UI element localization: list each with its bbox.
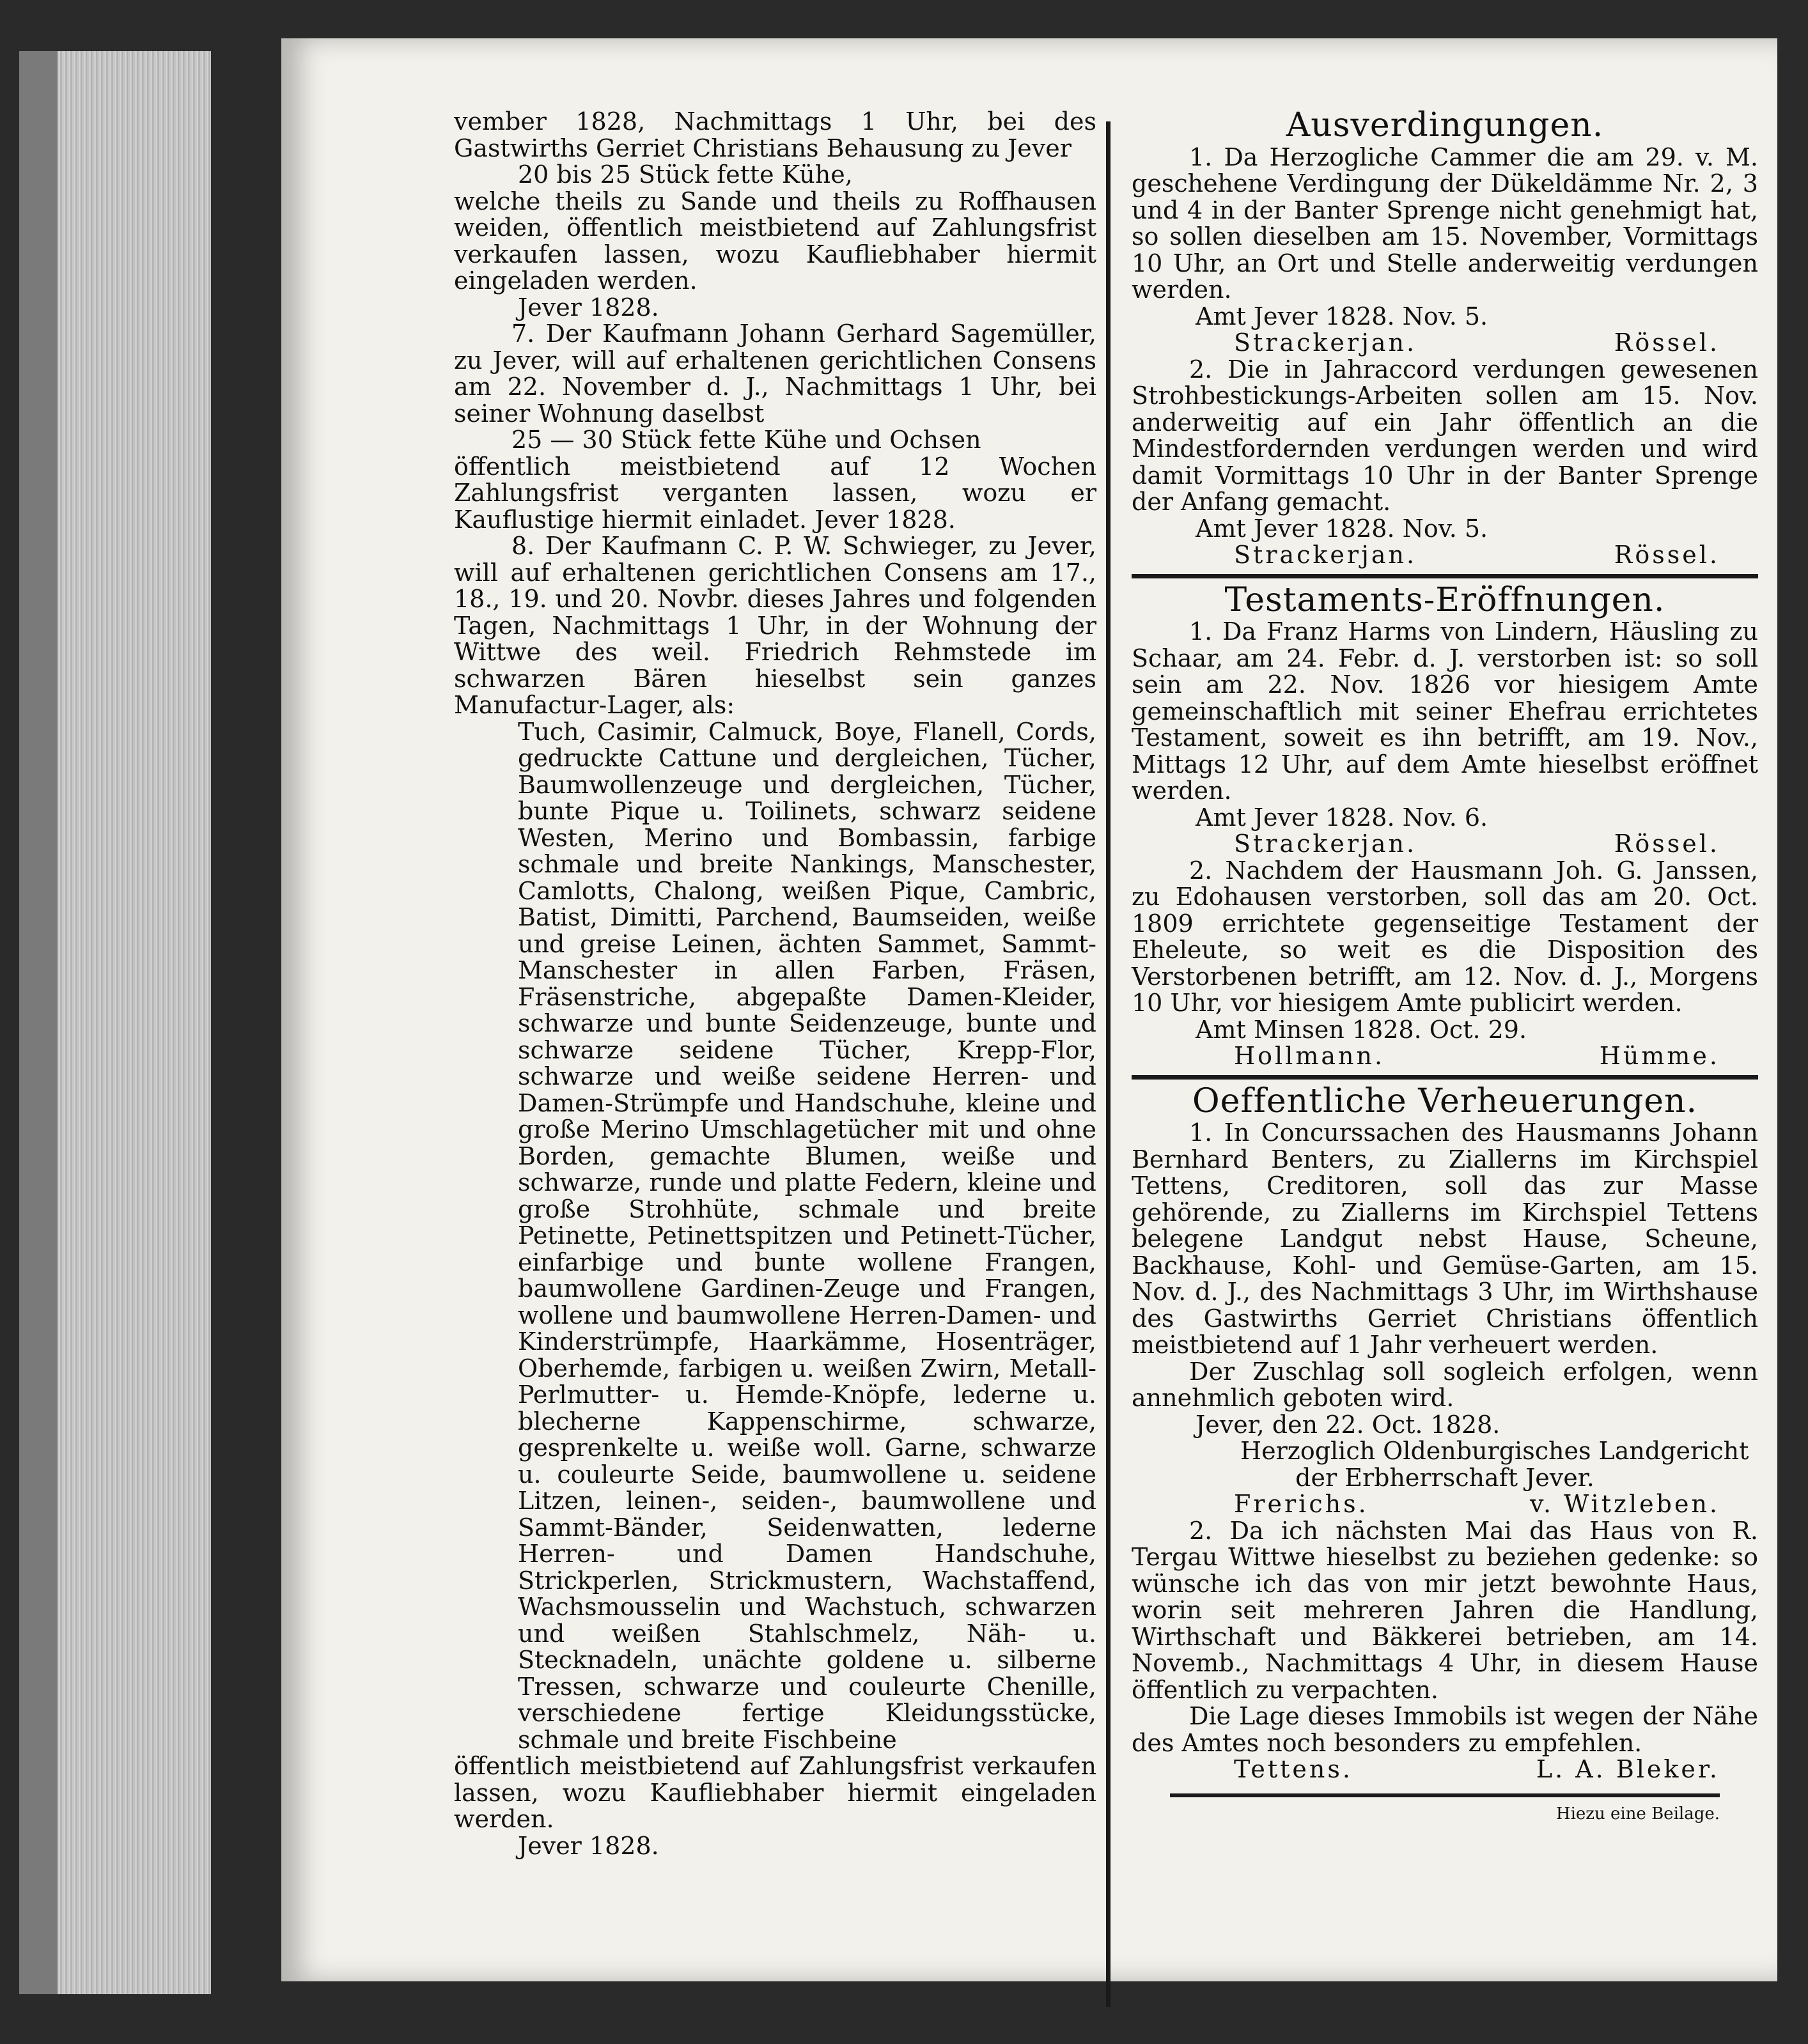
signatures: [1132, 330, 1758, 357]
notice: 1. Da Herzogliche Cammer die am 29. v. M. geschehene Verdingung der Dükeldämme Nr. 2, 3 und 4 in der Banter Sprenge nicht genehmigt hat, so sollen dieselben am 15. November, Vormittags 10 Uhr, an Ort und Stelle anderweitig verdungen werden.: [1132, 143, 1758, 304]
signature: Frerichs.: [1234, 1490, 1369, 1518]
section-rule: [1132, 1075, 1758, 1080]
place-date: Amt Jever 1828. Nov. 6.: [1196, 803, 1488, 832]
signature: L. A. Bleker.: [1536, 1755, 1720, 1783]
court-name: der Erbherrschaft Jever.: [1295, 1463, 1594, 1492]
column-divider: [1106, 121, 1111, 2007]
text-block: Die Lage dieses Immobils ist wegen der Nähe des Amtes noch besonders zu empfehlen.: [1132, 1702, 1758, 1757]
text-block: welche theils zu Sande und theils zu Roffhausen weiden, öffentlich meistbietend auf Zahlungsfrist verkaufen lassen, wozu Kaufliebhaber hiermit eingeladen werden.: [454, 187, 1096, 295]
notice: 1. In Concurssachen des Hausmanns Johann Bernhard Benters, zu Ziallerns im Kirchspiel Tettens, Creditoren, soll das zur Masse gehörende, zu Ziallerns im Kirchspiel Tettens belegene Landgut nebst Hause, Scheune, Backhause, Kohl- und Gemüse-Garten, am 15. Nov. d. J., des Nachmittags 3 Uhr, im Wirthshause des Gastwirths Gerriet Christians öffentlich meistbietend auf 1 Jahr verheuert werden.: [1132, 1119, 1758, 1359]
signatures: [1132, 1043, 1758, 1070]
place-date: Jever 1828.: [518, 293, 659, 321]
signatures: [1132, 1491, 1758, 1518]
book-page-edges: [19, 51, 211, 1994]
signature: Hollmann.: [1234, 1042, 1385, 1070]
signatures: [1132, 831, 1758, 858]
right-column: [1132, 106, 1758, 1827]
signatures: [1132, 1756, 1758, 1783]
goods-list: Tuch, Casimir, Calmuck, Boye, Flanell, Cords, gedruckte Cattune und dergleichen, Tücher, Baumwollenzeuge und dergleichen, Tücher, bunte Pique u. Toilinets, schwarz seidene Westen, Merino und Bombassin, farbige schmale und breite Nankings, Manschester, Camlotts, Chalong, weißen Pique, Cambric, Batist, Dimitti, Parchend, Baumseiden, weiße und greise Leinen, ächten Sammet, Sammt-Manschester in allen Farben, Fräsen, Fräsenstriche, abgepaßte Damen-Kleider, schwarze und bunte Seidenzeuge, bunte und schwarze seidene Tücher, Krepp-Flor, schwarze und weiße seidene Herren- und Damen-Strümpfe und Handschuhe, kleine und große Merino Umschlagetücher mit und ohne Borden, gemachte Blumen, weiße und schwarze, runde und platte Federn, kleine und große Strohhüte, schmale und breite Petinette, Petinettspitzen und Petinett-Tücher, einfarbige und bunte wollene Frangen, baumwollene Gardinen-Zeuge und Frangen, wollene und baumwollene Herren-Damen- und Kinderstrümpfe, Haarkämme, Hosenträger, Oberhemde, farbigen u. weißen Zwirn, Metall- Perlmutter- u. Hemde-Knöpfe, lederne u. blecherne Kappenschirme, schwarze, gesprenkelte u. weiße woll. Garne, schwarze u. couleurte Seide, baumwollene u. seidene Litzen, leinen-, seiden-, baumwollene und Sammt-Bänder, Seidenwatten, lederne Herren- und Damen Handschuhe, Strickperlen, Strickmustern, Wachstaffend, Wachsmousselin und Wachstuch, schwarzen und weißen Stahlschmelz, Näh- u. Stecknadeln, unächte goldene u. silberne Tressen, schwarze und couleurte Chenille, verschiedene fertige Kleidungsstücke, schmale und breite Fischbeine: [518, 717, 1096, 1754]
text-block: 20 bis 25 Stück fette Kühe,: [518, 160, 853, 189]
signatures: [1132, 542, 1758, 569]
text-block: öffentlich meistbietend auf 12 Wochen Zahlungsfrist verganten lassen, wozu er Kauflustige hiermit einladet. Jever 1828.: [454, 452, 1096, 534]
notice: 2. Nachdem der Hausmann Joh. G. Janssen, zu Edohausen verstorben, soll das am 20. Oct. 1809 errichtete gegenseitige Testament der Eheleute, so weit es die Disposition des Verstorbenen betrifft, am 12. Nov. d. J., Morgens 10 Uhr, vor hiesigem Amte publicirt werden.: [1132, 856, 1758, 1017]
section-heading-testaments: Testaments-Eröffnungen.: [1224, 580, 1665, 619]
text-block: Der Zuschlag soll sogleich erfolgen, wenn annehmlich geboten wird.: [1132, 1357, 1758, 1412]
signature: Rössel.: [1614, 541, 1720, 569]
text-block: 25 — 30 Stück fette Kühe und Ochsen: [511, 426, 981, 454]
section-rule: [1132, 574, 1758, 578]
place-date: Amt Jever 1828. Nov. 5.: [1196, 302, 1488, 330]
notice: 2. Da ich nächsten Mai das Haus von R. Tergau Wittwe hieselbst zu beziehen gedenke: so wünsche ich das von mir jetzt bewohnte Haus, worin seit mehreren Jahren die Handlung, Wirthschaft und Bäkkerei betrieben, am 14. Novemb., Nachmittags 4 Uhr, in diesem Hause öffentlich zu verpachten.: [1132, 1516, 1758, 1704]
signature: Strackerjan.: [1234, 329, 1417, 357]
footer-rule: [1170, 1793, 1720, 1797]
left-column: [454, 109, 1096, 1859]
notice: 2. Die in Jahraccord verdungen gewesenen Strohbestickungs-Arbeiten sollen am 15. Nov. anderweitig auf ein Jahr öffentlich an die Mindestfordernden verdungen werden und wird damit Vormittags 10 Uhr in der Banter Sprenge der Anfang gemacht.: [1132, 355, 1758, 516]
notice-8: 8. Der Kaufmann C. P. W. Schwieger, zu Jever, will auf erhaltenen gerichtlichen Consens am 17., 18., 19. und 20. Novbr. dieses Jahres und folgenden Tagen, Nachmittags 1 Uhr, in der Wohnung der Wittwe des weil. Friedrich Rehmstede im schwarzen Bären hieselbst sein ganzes Manufactur-Lager, als:: [454, 532, 1096, 719]
signature: Hümme.: [1599, 1042, 1720, 1070]
signature: Strackerjan.: [1234, 541, 1417, 569]
notice: 1. Da Franz Harms von Lindern, Häusling zu Schaar, am 24. Febr. d. J. verstorben ist: so soll sein am 22. Nov. 1826 vor hiesigem Amte gemeinschaftlich mit seiner Ehefrau errichtetes Testament, soweit es ihn betrifft, am 19. Nov., Mittags 12 Uhr, auf dem Amte hieselbst eröffnet werden.: [1132, 617, 1758, 805]
place-date: Amt Jever 1828. Nov. 5.: [1196, 514, 1488, 543]
place-date: Jever 1828.: [518, 1831, 659, 1860]
section-heading-verheuerungen: Oeffentliche Verheuerungen.: [1192, 1081, 1698, 1120]
newspaper-page: [281, 38, 1777, 1981]
notice-7: 7. Der Kaufmann Johann Gerhard Sagemüller, zu Jever, will auf erhaltenen gerichtlichen Consens am 22. November d. J., Nachmittags 1 Uhr, bei seiner Wohnung daselbst: [454, 320, 1096, 428]
place-date: Jever, den 22. Oct. 1828.: [1196, 1410, 1500, 1439]
section-heading-ausverdingungen: Ausverdingungen.: [1286, 106, 1604, 144]
signature: v. Witzleben.: [1530, 1490, 1720, 1518]
text-block: öffentlich meistbietend auf Zahlungsfrist verkaufen lassen, wozu Kaufliebhaber hiermit eingeladen werden.: [454, 1752, 1096, 1833]
text-block: vember 1828, Nachmittags 1 Uhr, bei des Gastwirths Gerriet Christians Behausung zu Jever: [454, 107, 1096, 162]
signature: Strackerjan.: [1234, 830, 1417, 858]
signature: Rössel.: [1614, 830, 1720, 858]
supplement-note: Hiezu eine Beilage.: [1555, 1804, 1720, 1823]
court-name: Herzoglich Oldenburgisches Landgericht: [1240, 1437, 1749, 1465]
place: Tettens.: [1234, 1755, 1353, 1783]
signature: Rössel.: [1614, 329, 1720, 357]
place-date: Amt Minsen 1828. Oct. 29.: [1196, 1015, 1527, 1044]
